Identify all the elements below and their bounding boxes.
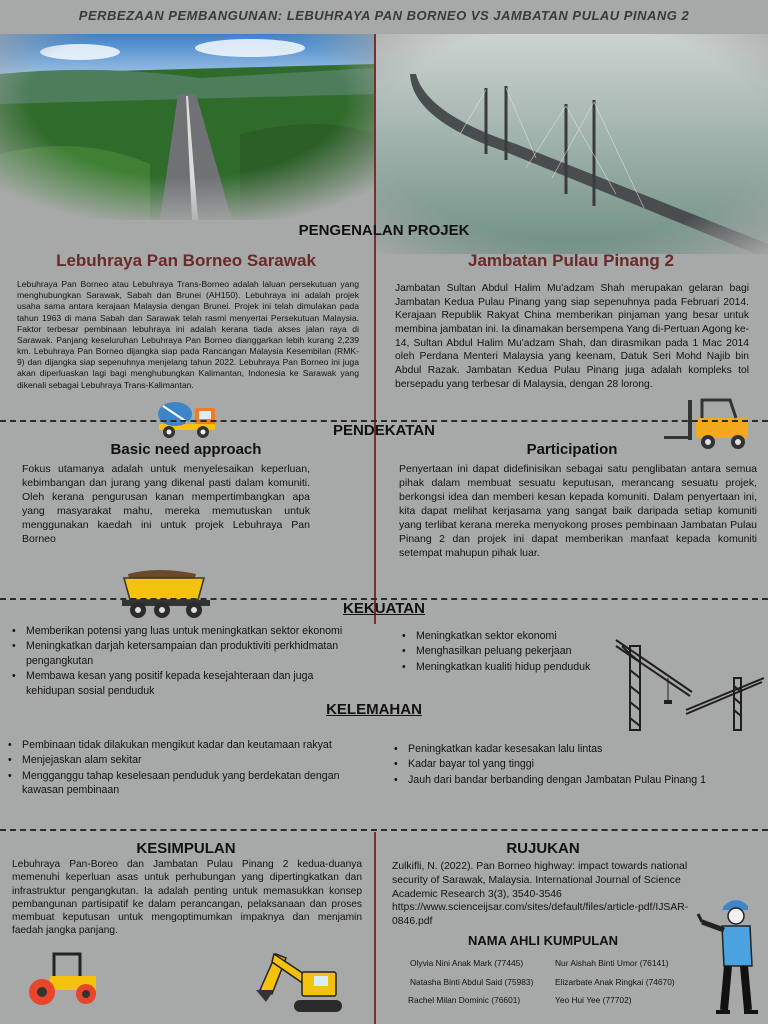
intro-right-text: Jambatan Sultan Abdul Halim Mu'adzam Shah merupakan gelaran bagi Jambatan Kedua Pulau Pinang yang siap sepenuhnya pada Februari 2014. Kerajaan Republik Rakyat China memberikan pinjaman yang besar untuk membina jambatan ini. Ia dinamakan bersempena Yang di-Pertuan Agong ke-14, Sultan Abdul Halim Mu'adzam Shah, dan dirasmikan pada 1 Mac 2014 oleh Perdana Menteri Malaysia yang keenam, Datuk Seri Mohd Najib bin Abdul Razak. Jambatan Kedua Pulau Pinang juga adalah kompleks tol bersepadu yang terbesar di Malaysia, dengan 28 lorong. bbox=[395, 283, 749, 390]
list-item: • Mengganggu tahap keselesaan penduduk yang berdekatan dengan kawasan pembinaan bbox=[0, 769, 356, 798]
intro-heading: PENGENALAN PROJEK bbox=[298, 222, 470, 239]
intro-left-text: Lebuhraya Pan Borneo atau Lebuhraya Trans-Borneo adalah laluan persekutuan yang menghubungkan Sarawak, Sabah dan Brunei (AH150). Lebuhraya ini adalah projek usaha sama antara kerajaan Malaysia dengan Brunei. Projek ini telah dimulakan pada tahun 1963 di mana Sabah dan Sarawak telah rasmi menyertai Persekutuan Malaysia. Faktor terbesar pembinaan lebuhraya ini adalah kerana tiada akses jalan raya di Sarawak. Panjang keseluruhan Lebuhraya Pan Borneo dianggarkan lebih kurang 2,239 km. Lebuhraya Pan Borneo dijangka siap pada Rancangan Malaysia Kesembilan (RMK-9) dan dijangka siap sepenuhnya menjelang tahun 2022. Lebuhraya Pan Borneo ini juga akan diperluaskan lagi bagi menghubungkan Kalimantan, Indonesia ke Sarawak yang dikenali sebagai Lebuhraya Trans-Kalimantan. bbox=[17, 279, 359, 390]
list-item: • Memberikan potensi yang luas untuk meningkatkan sektor ekonomi bbox=[4, 624, 354, 638]
list-item: • Peningkatkan kadar kesesakan lalu lintas bbox=[386, 742, 766, 756]
member-name: Natasha Binti Abdul Said (75983) bbox=[410, 977, 534, 987]
conclusion-heading: KESIMPULAN bbox=[136, 840, 236, 857]
references-heading: RUJUKAN bbox=[506, 840, 580, 857]
weaknesses-heading bbox=[0, 701, 758, 718]
member-name: Olyvia Nini Anak Mark (77445) bbox=[410, 958, 524, 968]
engineer-icon bbox=[694, 892, 764, 1018]
weaknesses-left-list bbox=[0, 738, 356, 799]
list-item: • Meningkatkan sektor ekonomi bbox=[394, 629, 634, 643]
approach-heading: PENDEKATAN bbox=[333, 422, 435, 439]
list-item: • Membawa kesan yang positif kepada kesejahteraan dan juga kehidupan sosial penduduk bbox=[4, 669, 354, 698]
strengths-right-list bbox=[394, 629, 634, 675]
list-item: • Meningkatkan kualiti hidup penduduk bbox=[394, 660, 634, 674]
column-divider bbox=[374, 832, 376, 1024]
weaknesses-right-list bbox=[386, 742, 766, 788]
approach-left-title: Basic need approach bbox=[110, 441, 262, 458]
list-item: • Kadar bayar tol yang tinggi bbox=[386, 757, 766, 771]
bridge-photo bbox=[376, 34, 768, 254]
column-divider bbox=[374, 34, 376, 624]
intro-right-title: Jambatan Pulau Pinang 2 bbox=[468, 251, 674, 270]
member-name: Yeo Hui Yee (77702) bbox=[555, 995, 632, 1005]
list-item: • Menjejaskan alam sekitar bbox=[0, 753, 356, 767]
weaknesses-heading-text: KELEMAHAN bbox=[326, 701, 422, 718]
excavator-icon bbox=[256, 944, 346, 1020]
section-separator bbox=[0, 829, 768, 831]
road-roller-icon bbox=[24, 950, 104, 1006]
approach-right-text: Penyertaan ini dapat didefinisikan sebagai satu penglibatan antara semua pihak dalam membuat sesuatu keputusan, merancang sesuatu projek, berkongsi idea dan memberi kesan kepada komuniti. Dalam penyertaan ini, kita dapat melihat kerjasama yang sangat baik daripada setiap komuniti yang terlibat kerana mereka menyokong proses pembinaan Jambatan Pulau Pinang 2 dan projek ini dapat memberikan manfaat kepada komuniti setempat mahupun pihak luar. bbox=[399, 463, 757, 559]
intro-left-title: Lebuhraya Pan Borneo Sarawak bbox=[56, 251, 316, 270]
references-text: Zulkifli, N. (2022). Pan Borneo highway: impact towards national security of Sarawak, Malaysia. International Journal of Science Academic Research 3(3), 3540-3546 https://www.scienceijsar.com/sites/default/files/article-pdf/IJSAR-0846.pdf bbox=[392, 861, 689, 928]
list-item: • Jauh dari bandar berbanding dengan Jambatan Pulau Pinang 1 bbox=[386, 773, 766, 787]
strengths-heading bbox=[0, 600, 768, 617]
member-name: Nur Aishah Binti Umor (76141) bbox=[555, 958, 669, 968]
list-item: • Menghasilkan peluang pekerjaan bbox=[394, 644, 634, 658]
approach-right-title: Participation bbox=[526, 441, 618, 458]
poster-title: PERBEZAAN PEMBANGUNAN: LEBUHRAYA PAN BORNEO VS JAMBATAN PULAU PINANG 2 bbox=[78, 8, 690, 23]
member-name: Rachel Milan Dominic (76601) bbox=[408, 995, 521, 1005]
strengths-left-list bbox=[4, 624, 354, 699]
highway-photo bbox=[0, 34, 374, 220]
list-item: • Pembinaan tidak dilakukan mengikut kadar dan keutamaan rakyat bbox=[0, 738, 356, 752]
list-item: • Meningkatkan darjah ketersampaian dan produktiviti perkhidmatan pengangkutan bbox=[4, 639, 354, 668]
strengths-heading-text: KEKUATAN bbox=[343, 600, 425, 617]
members-heading: NAMA AHLI KUMPULAN bbox=[468, 933, 618, 948]
member-name: Elizarbate Anak Ringkai (74670) bbox=[555, 977, 675, 987]
approach-left-text: Fokus utamanya adalah untuk menyelesaikan keperluan, kebimbangan dan jurang yang dikenal pasti dalam komuniti. Oleh kerana pengurusan kanan mempertimbangkan apa yang masyarakat mahu, mereka memutuskan untuk menggunakan kaedah ini untuk projek Lebuhraya Pan Borneo bbox=[22, 463, 310, 545]
conclusion-text: Lebuhraya Pan-Boreo dan Jambatan Pulau Pinang 2 kedua-duanya memenuhi keperluan asas untuk perhubungan yang dipertingkatkan dan infrastruktur pengangkutan. Ia adalah penting untuk memasukkan konsep pembangunan partisipatif ke dalam perancangan, pelaksanaan dan proses membuat keputusan untuk mengoptimumkan impaknya dan menjamin faedah jangka panjang. bbox=[12, 859, 362, 937]
